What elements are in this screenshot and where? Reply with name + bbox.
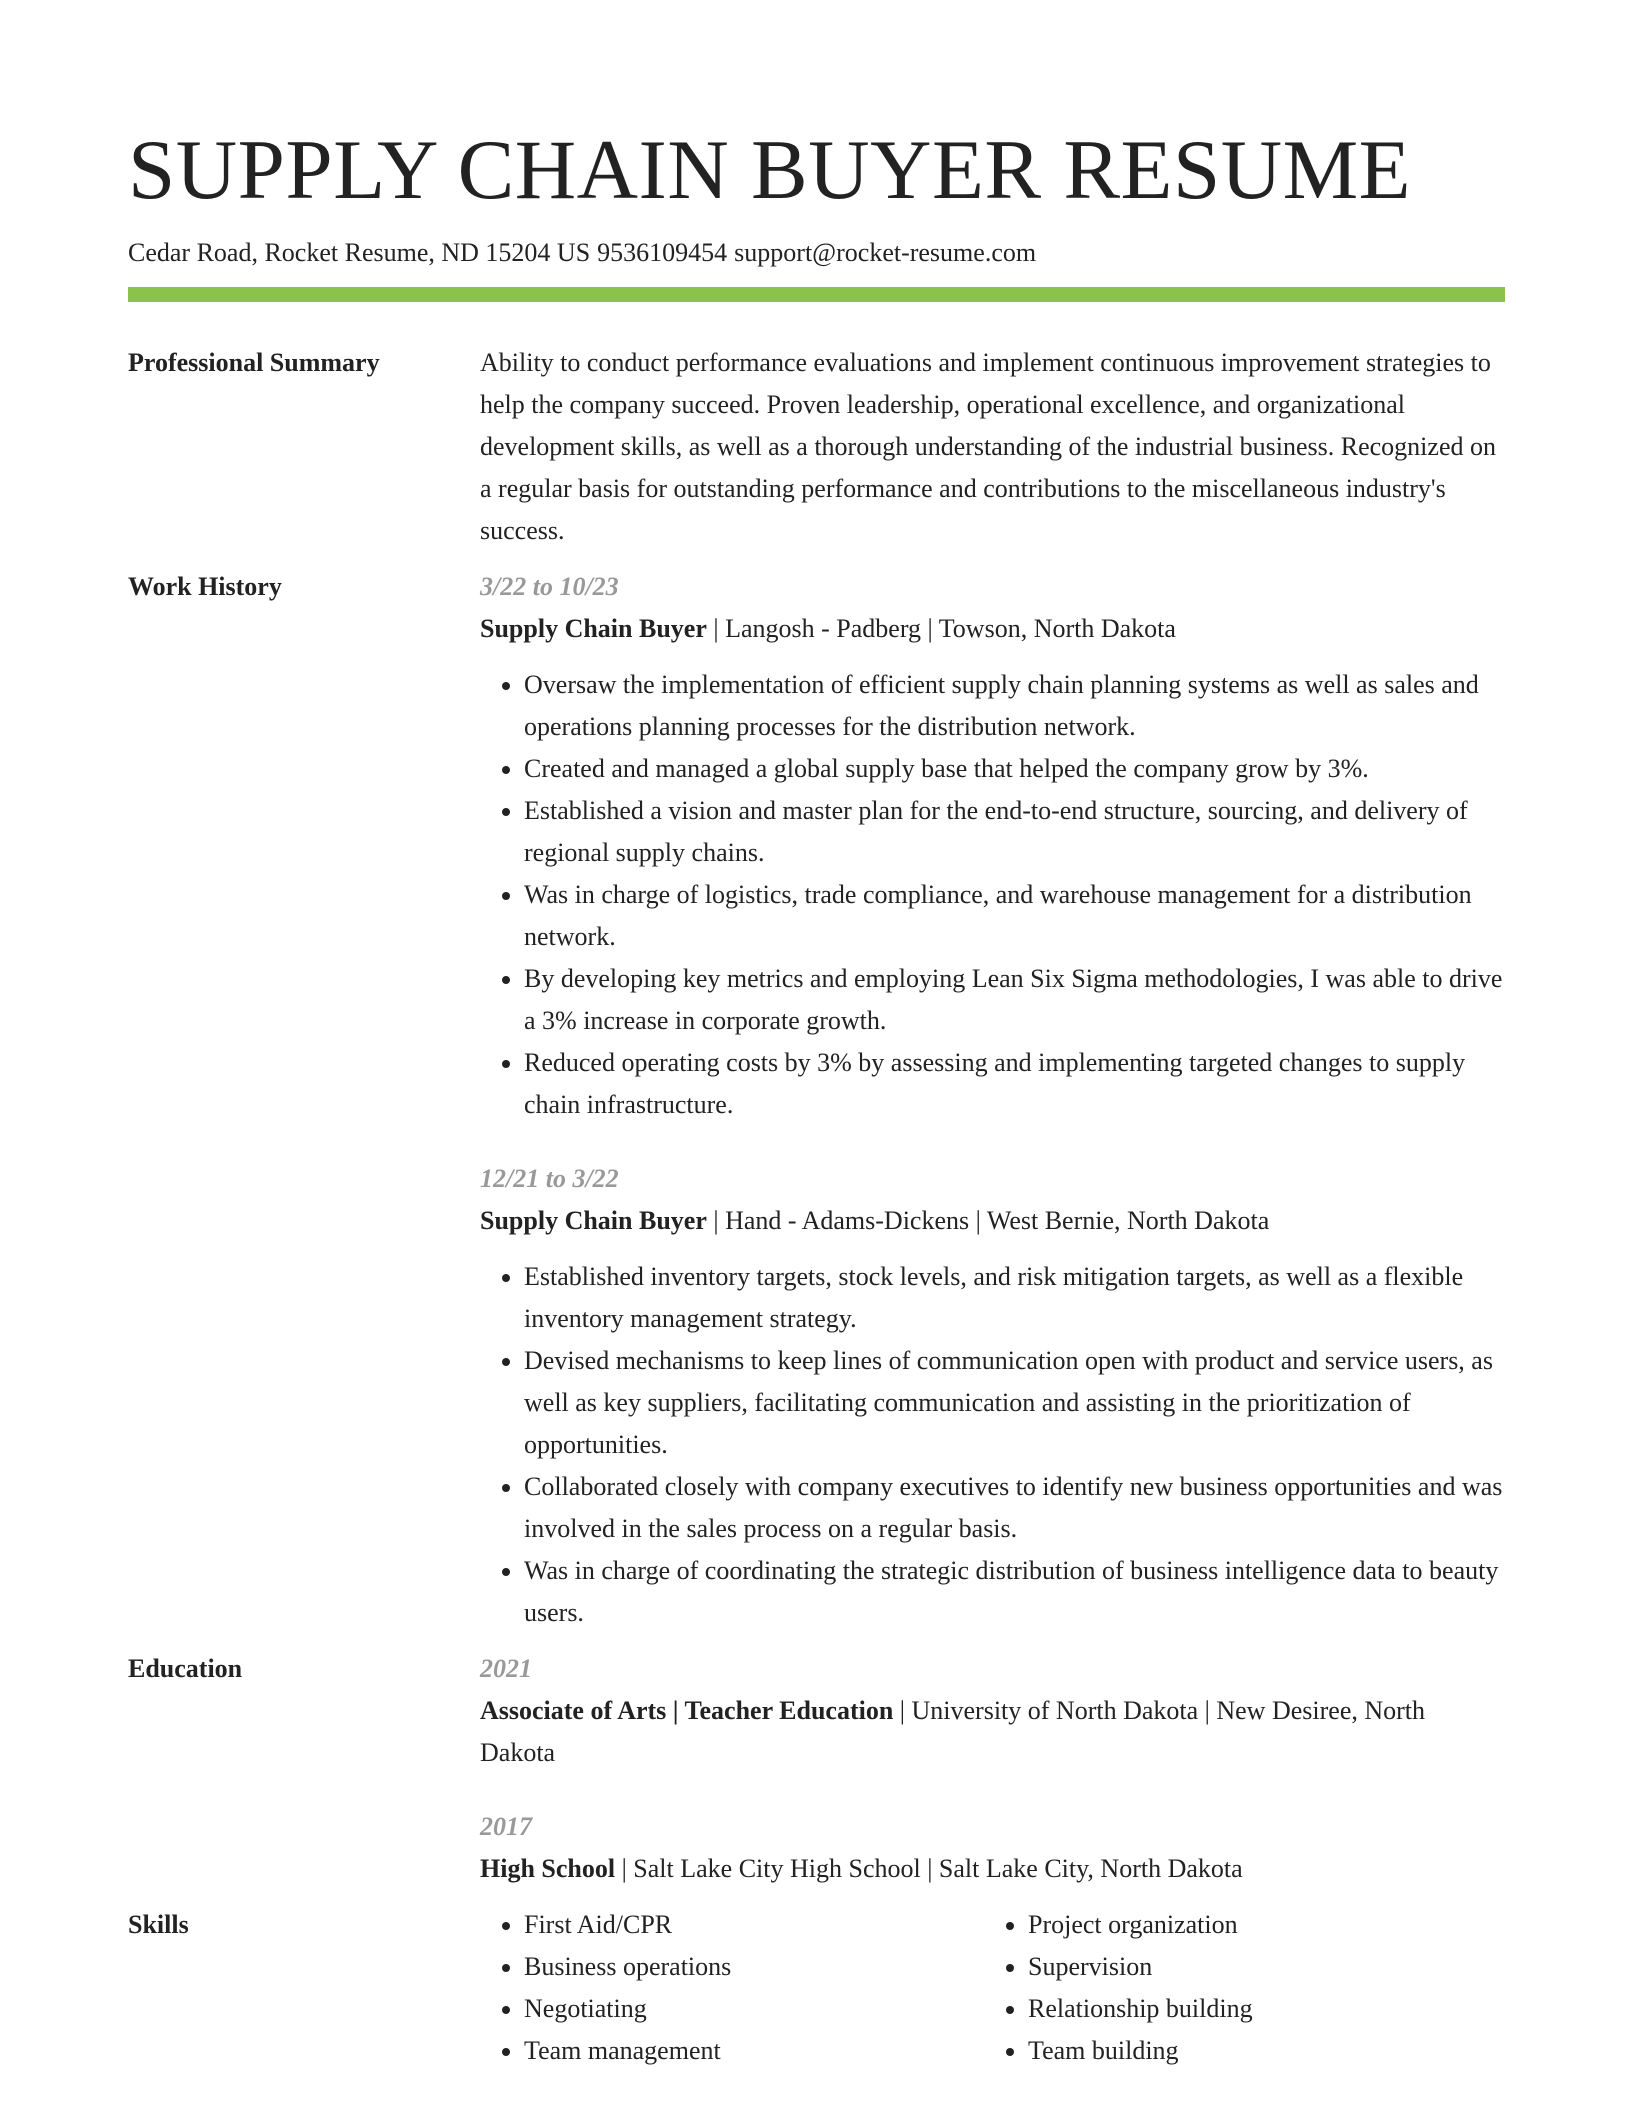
job-details: | Hand - Adams-Dickens | West Bernie, North Dakota xyxy=(706,1206,1270,1235)
job-bullet: • Was in charge of logistics, trade compliance, and warehouse management for a distribution network. xyxy=(524,874,1505,958)
job-details: | Langosh - Padberg | Towson, North Dakota xyxy=(706,614,1176,643)
job-entry xyxy=(480,566,1505,1126)
education-entry xyxy=(480,1806,1505,1890)
job-title: Supply Chain Buyer xyxy=(480,1206,707,1235)
skill-item: • Supervision xyxy=(1028,1946,1488,1988)
job-title: Supply Chain Buyer xyxy=(480,614,707,643)
skills-columns xyxy=(480,1904,1505,2072)
contact-phone: 9536109454 xyxy=(597,238,728,267)
summary-section xyxy=(128,342,1505,552)
skill-item: • Relationship building xyxy=(1028,1988,1488,2030)
job-bullet: • Was in charge of coordinating the strategic distribution of business intelligence data to beauty users. xyxy=(524,1550,1505,1634)
education-entry xyxy=(480,1648,1505,1774)
skills-list-left xyxy=(480,1904,984,2072)
skills-list-right xyxy=(984,1904,1488,2072)
job-role-line xyxy=(480,608,1505,650)
resume-sections xyxy=(128,342,1505,2072)
summary-heading: Professional Summary xyxy=(128,348,380,377)
job-dates: 12/21 to 3/22 xyxy=(480,1164,619,1193)
education-degree: High School xyxy=(480,1854,616,1883)
job-dates: 3/22 to 10/23 xyxy=(480,572,619,601)
work-history-section xyxy=(128,566,1505,1648)
resume-title: SUPPLY CHAIN BUYER RESUME xyxy=(128,123,1412,217)
job-bullet: • Collaborated closely with company executives to identify new business opportunities and was involved in the sales process on a regular basis. xyxy=(524,1466,1505,1550)
work-history-body xyxy=(480,566,1505,1648)
job-bullet: • Devised mechanisms to keep lines of communication open with product and service users, as well as key suppliers, facilitating communication and assisting in the prioritization of opportunities. xyxy=(524,1340,1505,1466)
contact-address: Cedar Road, Rocket Resume, ND 15204 US xyxy=(128,238,591,267)
skill-item: • Team management xyxy=(524,2030,984,2072)
job-bullet: • Established a vision and master plan for the end-to-end structure, sourcing, and delivery of regional supply chains. xyxy=(524,790,1505,874)
skill-item: • First Aid/CPR xyxy=(524,1904,984,1946)
job-bullet: • By developing key metrics and employing Lean Six Sigma methodologies, I was able to drive a 3% increase in corporate growth. xyxy=(524,958,1505,1042)
summary-body xyxy=(480,342,1505,552)
education-line xyxy=(480,1848,1505,1890)
job-bullets xyxy=(480,1256,1505,1634)
resume-page xyxy=(128,122,1505,2072)
education-details: | University of North Dakota | New Desiree, North Dakota xyxy=(480,1696,1426,1767)
job-bullet: • Created and managed a global supply base that helped the company grow by 3%. xyxy=(524,748,1505,790)
skill-item: • Business operations xyxy=(524,1946,984,1988)
skills-body xyxy=(480,1904,1505,2072)
work-history-heading: Work History xyxy=(128,572,282,601)
education-year: 2017 xyxy=(480,1812,532,1841)
job-bullet: • Oversaw the implementation of efficient supply chain planning systems as well as sales and operations planning processes for the distribution network. xyxy=(524,664,1505,748)
education-section xyxy=(128,1648,1505,1904)
contact-line xyxy=(128,236,1505,270)
skill-item: • Negotiating xyxy=(524,1988,984,2030)
education-year: 2021 xyxy=(480,1654,532,1683)
summary-text: Ability to conduct performance evaluations and implement continuous improvement strategies to help the company succeed. Proven leadership, operational excellence, and organizational development skills, as well as a thorough understanding of the industrial business. Recognized on a regular basis for outstanding performance and contributions to the miscellaneous industry's success. xyxy=(480,348,1496,545)
skill-item: • Team building xyxy=(1028,2030,1488,2072)
job-bullet: • Reduced operating costs by 3% by assessing and implementing targeted changes to supply chain infrastructure. xyxy=(524,1042,1505,1126)
skill-item: • Project organization xyxy=(1028,1904,1488,1946)
header-divider xyxy=(128,287,1505,302)
skills-section xyxy=(128,1904,1505,2072)
skills-heading: Skills xyxy=(128,1910,189,1939)
job-bullet: • Established inventory targets, stock levels, and risk mitigation targets, as well as a flexible inventory management strategy. xyxy=(524,1256,1505,1340)
job-bullets xyxy=(480,664,1505,1126)
education-body xyxy=(480,1648,1505,1904)
job-role-line xyxy=(480,1200,1505,1242)
education-heading: Education xyxy=(128,1654,243,1683)
job-entry xyxy=(480,1158,1505,1634)
education-line xyxy=(480,1690,1505,1774)
education-degree: Associate of Arts | Teacher Education xyxy=(480,1696,894,1725)
contact-email: support@rocket-resume.com xyxy=(734,238,1037,267)
education-details: | Salt Lake City High School | Salt Lake City, North Dakota xyxy=(615,1854,1243,1883)
